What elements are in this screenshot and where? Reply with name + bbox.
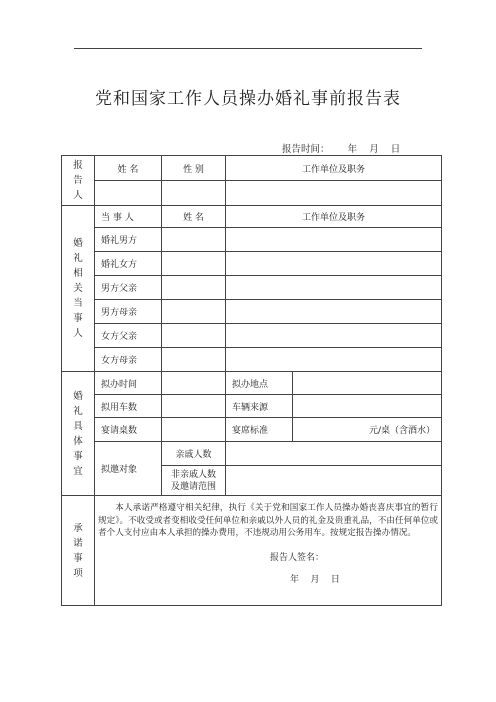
banquet-standard-label: 宴席标准: [226, 418, 293, 442]
planned-place-cell[interactable]: [293, 372, 442, 395]
relatives-count-label: 亲戚人数: [162, 442, 226, 466]
party-work-cell[interactable]: [226, 276, 442, 300]
planned-cars-cell[interactable]: [162, 395, 226, 418]
party-label-groom-father: 男方父亲: [95, 276, 162, 300]
signature-date: 年 月 日: [290, 574, 340, 585]
party-label-groom-mother: 男方母亲: [95, 300, 162, 324]
top-rule: [74, 48, 422, 49]
non-relatives-cell[interactable]: [226, 466, 442, 496]
planned-time-label: 拟办时间: [95, 372, 162, 395]
party-label-bride-father: 女方父亲: [95, 324, 162, 348]
party-name-cell[interactable]: [162, 348, 226, 372]
party-name-cell[interactable]: [162, 252, 226, 276]
form-title: 党和国家工作人员操办婚礼事前报告表: [95, 89, 401, 109]
tables-cell[interactable]: [162, 418, 226, 442]
report-time: 报告时间： 年 月 日: [282, 144, 401, 155]
reporter-gender-header: 性 别: [162, 156, 226, 181]
parties-section-label: 婚 礼 相 关 当 事 人: [62, 206, 95, 372]
party-name-cell[interactable]: [162, 228, 226, 252]
planned-cars-label: 拟用车数: [95, 395, 162, 418]
party-work-cell[interactable]: [226, 324, 442, 348]
party-name-cell[interactable]: [162, 300, 226, 324]
report-form-table: [61, 155, 442, 606]
party-work-cell[interactable]: [226, 300, 442, 324]
details-section-label: 婚 礼 具 体 事 宜: [62, 372, 95, 496]
reporter-name-cell[interactable]: [95, 181, 162, 206]
party-label-groom: 婚礼男方: [95, 228, 162, 252]
parties-party-header: 当 事 人: [95, 206, 162, 228]
pledge-section-label: 承 诺 事 项: [62, 496, 95, 606]
car-source-label: 车辆来源: [226, 395, 293, 418]
planned-place-label: 拟办地点: [226, 372, 293, 395]
reporter-work-header: 工作单位及职务: [226, 156, 442, 181]
signature-label: 报告人签名：: [270, 552, 325, 563]
party-work-cell[interactable]: [226, 348, 442, 372]
parties-name-header: 姓 名: [162, 206, 226, 228]
parties-work-header: 工作单位及职务: [226, 206, 442, 228]
party-work-cell[interactable]: [226, 252, 442, 276]
planned-time-cell[interactable]: [162, 372, 226, 395]
reporter-section-label: 报 告 人: [62, 156, 95, 206]
banquet-standard-unit: 元/桌（含酒水）: [293, 418, 442, 442]
tables-label: 宴请桌数: [95, 418, 162, 442]
party-name-cell[interactable]: [162, 324, 226, 348]
party-label-bride: 婚礼女方: [95, 252, 162, 276]
reporter-name-header: 姓 名: [95, 156, 162, 181]
invitees-label: 拟邀对象: [95, 442, 162, 496]
car-source-cell[interactable]: [293, 395, 442, 418]
party-work-cell[interactable]: [226, 228, 442, 252]
party-name-cell[interactable]: [162, 276, 226, 300]
reporter-work-cell[interactable]: [226, 181, 442, 206]
reporter-gender-cell[interactable]: [162, 181, 226, 206]
pledge-content: [95, 496, 442, 606]
relatives-count-cell[interactable]: [226, 442, 442, 466]
non-relatives-label: 非亲戚人数 及邀请范围: [162, 466, 226, 496]
party-label-bride-mother: 女方母亲: [95, 348, 162, 372]
pledge-text: 本人承诺严格遵守相关纪律，执行《关于党和国家工作人员操办婚丧喜庆事宜的暂行规定》。不收受或者变相收受任何单位和亲戚以外人员的礼金及贵重礼品，不由任何单位或者个人支付应由本人承担的操办费用，不违规动用公务用车。按规定报告操办情况。: [98, 503, 438, 539]
